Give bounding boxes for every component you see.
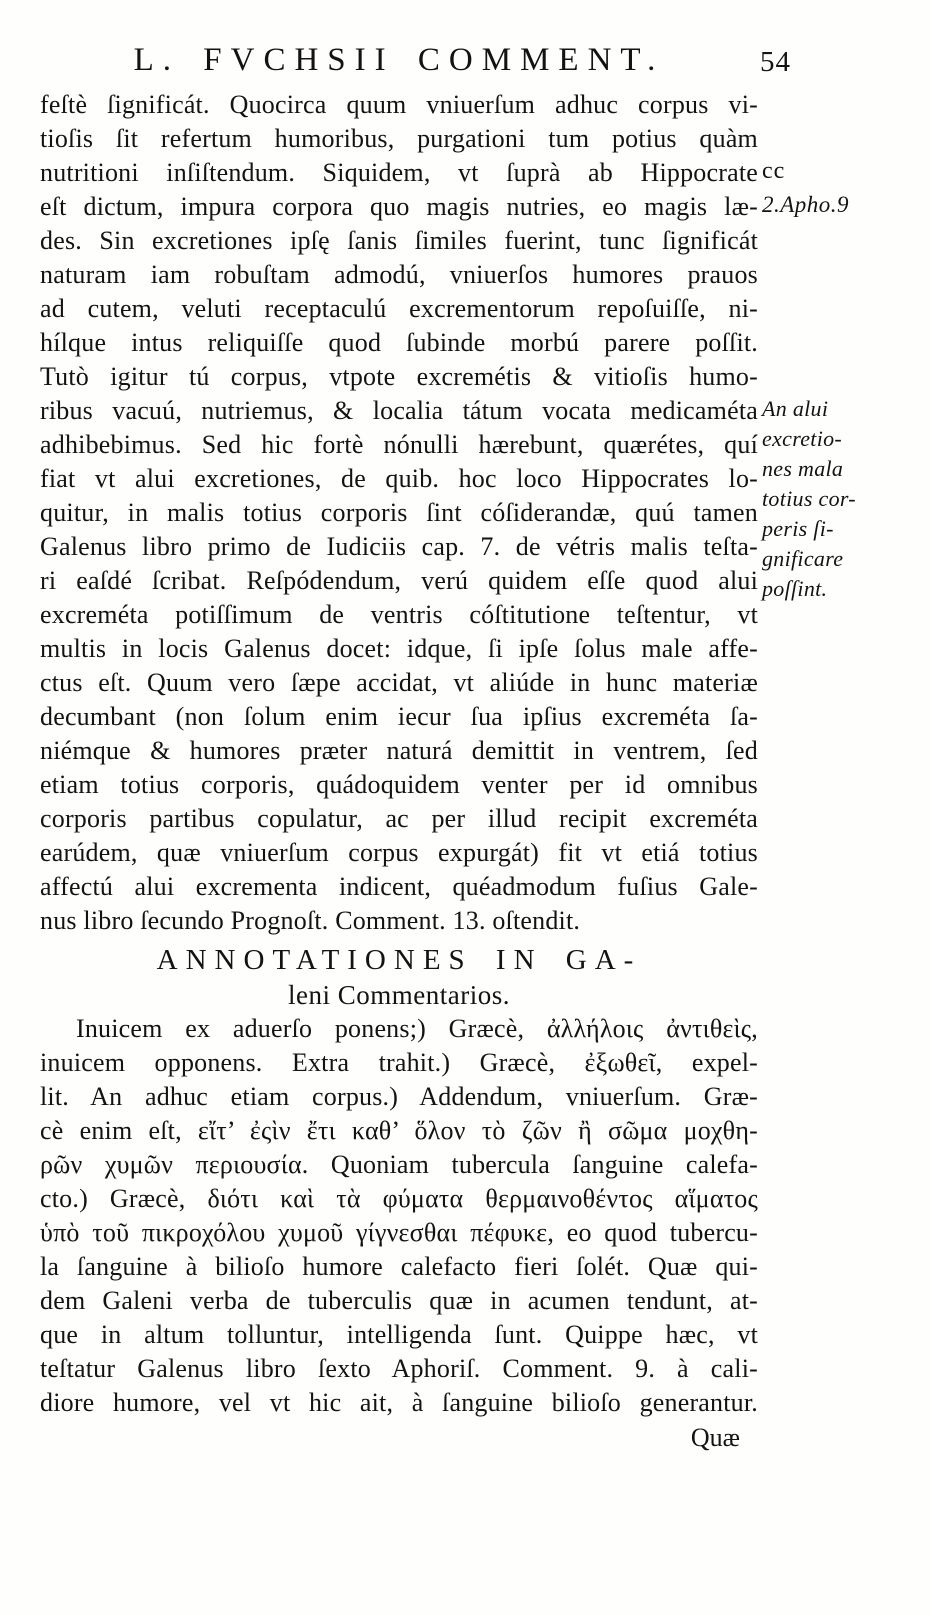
text-line: Tutò igitur tú corpus, vtpote excremétis & vitioſis humo- [40,362,758,391]
margin-note-cc: cc [762,158,786,184]
text-line: corporis partibus copulatur, ac per illud recipit excreméta [40,804,758,833]
text-line: excreméta potiſſimum de ventris cóſtitutione teſtentur, vt [40,600,758,629]
margin-notes-column [762,0,927,1615]
text-line: eſt dictum, impura corpora quo magis nutries, eo magis læ- [40,192,758,221]
text-line: que in altum tolluntur, intelligenda ſunt. Quippe hæc, vt [40,1320,758,1349]
text-line: ad cutem, veluti receptaculú excrementorum repoſuiſſe, ni- [40,294,758,323]
running-header-title: L. FVCHSII COMMENT. [133,42,665,78]
text-line: etiam totius corporis, quádoquidem venter per id omnibus [40,770,758,799]
text-line: la ſanguine à bilioſo humore calefacto fieri ſolét. Quæ qui- [40,1252,758,1281]
text-line: nutritioni inſiſtendum. Siquidem, vt ſuprà ab Hippocrate [40,158,758,187]
text-line: fiat vt alui excretiones, de quib. hoc loco Hippocrates lo- [40,464,758,493]
text-line: inuicem opponens. Extra trahit.) Græcè, ἐξωθεῖ, expel- [40,1048,758,1077]
annotations-subheading: leni Commentarios. [288,980,510,1010]
page-number: 54 [760,46,791,78]
margin-note-aphorism-reference: 2.Apho.9 [762,192,850,217]
margin-note-line: An alui [762,396,829,421]
text-line: Galenus libro primo de Iudiciis cap. 7. de vétris malis teſta- [40,532,758,561]
margin-note-an-alui-excretiones [762,394,924,604]
paragraph-annotations [40,1012,758,1420]
text-line: lit. An adhuc etiam corpus.) Addendum, vniuerſum. Græ- [40,1082,758,1111]
main-text-column [40,88,758,1456]
margin-note-line: peris ſi- [762,516,834,541]
text-line: ribus vacuú, nutriemus, & localia tátum vocata medicaméta [40,396,758,425]
text-line: Inuicem ex aduerſo ponens;) Græcè, ἀλλήλοις ἀντιθεὶς, [76,1014,758,1043]
text-line: tioſis ſit refertum humoribus, purgationi tum potius quàm [40,124,758,153]
text-line: cto.) Græcè, διότι καὶ τὰ φύματα θερμαινοθέντος αἵματος [40,1184,758,1213]
margin-note-line: totius cor- [762,486,856,511]
text-line: ὑπὸ τοῦ πικροχόλου χυμοῦ γίγνεσθαι πέφυκε, eo quod tubercu- [40,1218,758,1247]
text-line: dem Galeni verba de tuberculis quæ in acumen tendunt, at- [40,1286,758,1315]
text-line: multis in locis Galenus docet: idque, ſi ipſe ſolus male affe- [40,634,758,663]
text-line: decumbant (non ſolum enim iecur ſua ipſius excreméta ſa- [40,702,758,731]
catchword-row [40,1420,758,1456]
text-line: ri eaſdé ſcribat. Reſpódendum, verú quidem eſſe quod alui [40,566,758,595]
text-line: des. Sin excretiones ipſę ſanis ſimiles fuerint, tunc ſignificát [40,226,758,255]
text-line: quitur, in malis totius corporis ſint cóſiderandæ, quú tamen [40,498,758,527]
text-line: affectú alui excrementa indicent, quéadmodum fuſius Gale- [40,872,758,901]
margin-note-line: poſſint. [762,576,828,601]
text-line: earúdem, quæ vniuerſum corpus expurgát) fit vt etiá totius [40,838,758,867]
margin-note-line: excretio- [762,426,843,451]
margin-note-line: gnificare [762,546,844,571]
text-line: feſtè ſignificát. Quocirca quum vniuerſum adhuc corpus vi- [40,90,758,119]
annotations-heading: ANNOTATIONES IN GA- [156,944,642,976]
text-line: ρῶν χυμῶν περιουσία. Quoniam tubercula ſanguine calefa- [40,1150,758,1179]
text-line: nus libro ſecundo Prognoſt. Comment. 13. oſtendit. [40,906,581,935]
text-line: adhibebimus. Sed hic fortè nónulli hærebunt, quærétes, quí [40,430,758,459]
text-line: diore humore, vel vt hic ait, à ſanguine bilioſo generantur. [40,1388,758,1417]
text-line: teſtatur Galenus libro ſexto Aphoriſ. Comment. 9. à cali- [40,1354,758,1383]
paragraph-commentary [40,88,758,938]
text-line: niémque & humores præter naturá demittit in ventrem, ſed [40,736,758,765]
text-line: naturam iam robuſtam admodú, vniuerſos humores prauos [40,260,758,289]
margin-note-line: nes mala [762,456,844,481]
text-line: cè enim eſt, εἴτ’ ἐςὶν ἔτι καθ’ ὅλον τὸ ζῶν ἢ σῶμα μοχθη- [40,1116,758,1145]
catchword: Quæ [690,1423,740,1452]
text-line: hílque intus reliquiſſe quod ſubinde morbú parere poſſit. [40,328,758,357]
text-line: ctus eſt. Quum vero ſæpe accidat, vt aliúde in hunc materiæ [40,668,758,697]
